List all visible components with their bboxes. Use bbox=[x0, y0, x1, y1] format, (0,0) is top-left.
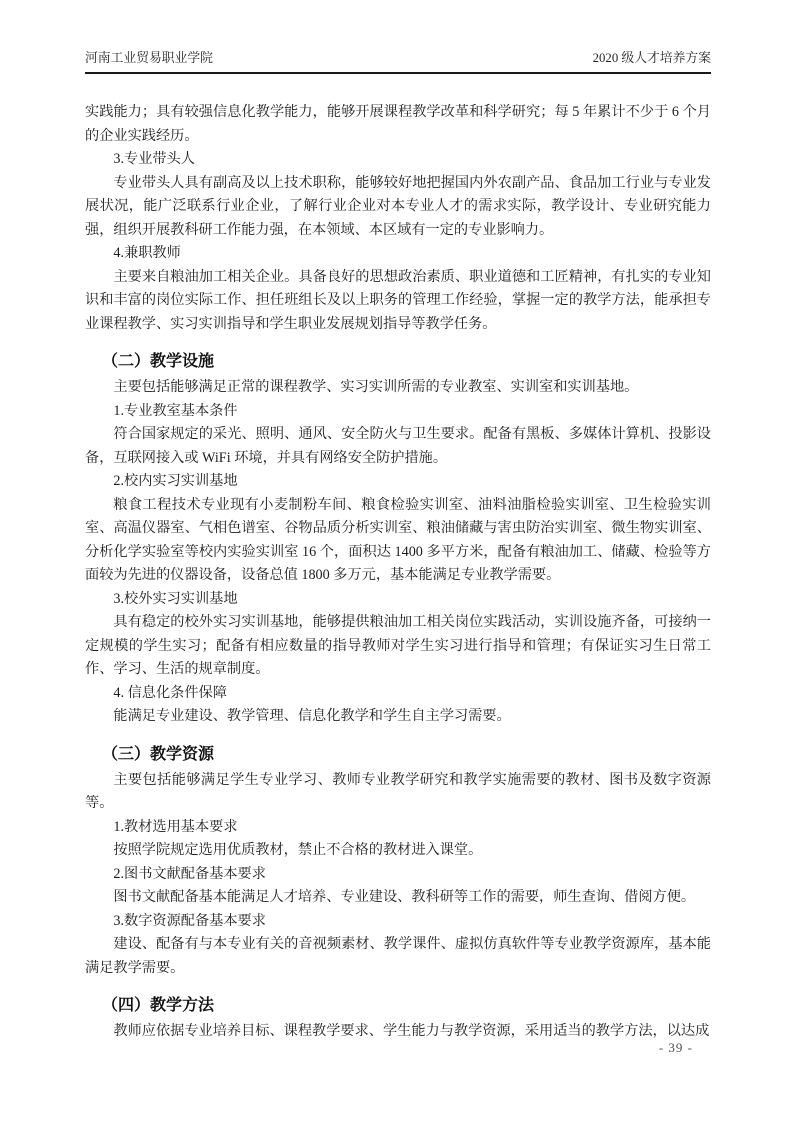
section-heading: （四）教学方法 bbox=[102, 997, 215, 1014]
body-paragraph: 主要包括能够满足学生专业学习、教师专业教学研究和教学实施需要的教材、图书及数字资源等。 bbox=[85, 771, 711, 811]
body-paragraph: 图书文献配备基本能满足人才培养、专业建设、教科研等工作的需要，师生查询、借阅方便。 bbox=[113, 889, 696, 905]
body-paragraph: 3.校外实习实训基地 bbox=[113, 590, 238, 607]
body-paragraph: 3.专业带头人 bbox=[113, 151, 195, 167]
body-paragraph: 1.教材选用基本要求 bbox=[113, 818, 238, 835]
body-paragraph: 4.兼职教师 bbox=[113, 245, 181, 261]
body-paragraph: 2.校内实习实训基地 bbox=[113, 473, 238, 489]
body-paragraph: 专业带头人具有副高及以上技术职称，能够较好地把握国内外农副产品、食品加工行业与专业发展状况，能广泛联系行业企业，了解行业企业对本专业人才的需求实际，教学设计、专业研究能力强，组织开展教科研工作能力强，在本领域、本区域有一定的专业影响力。 bbox=[85, 174, 711, 238]
body-paragraph: 教师应依据专业培养目标、课程教学要求、学生能力与教学资源，采用适当的教学方法，以达成 bbox=[113, 1023, 710, 1039]
body-paragraph: 具有稳定的校外实习实训基地，能够提供粮油加工相关岗位实践活动，实训设施齐备，可接纳一定规模的学生实习；配备有相应数量的指导教师对学生实习进行指导和管理；有保证实习生日常工作、学习、生活的规章制度。 bbox=[85, 614, 711, 677]
section-heading: （三）教学资源 bbox=[102, 745, 215, 763]
body-paragraph: 1.专业教室基本条件 bbox=[113, 402, 238, 419]
page-number: - 39 - bbox=[658, 1040, 693, 1055]
body-paragraph: 符合国家规定的采光、照明、通风、安全防火与卫生要求。配备有黑板、多媒体计算机、投影设备，互联网接入或 WiFi 环境，并具有网络安全防护措施。 bbox=[85, 426, 711, 466]
body-paragraph: 3.数字资源配备基本要求 bbox=[113, 912, 266, 929]
document-body bbox=[85, 101, 711, 1044]
section-heading: （二）教学设施 bbox=[102, 353, 215, 370]
body-paragraph: 粮食工程技术专业现有小麦制粉车间、粮食检验实训室、油料油脂检验实训室、卫生检验实训室、高温仪器室、气相色谱室、谷物品质分析实训室、粮油储藏与害虫防治实训室、微生物实训室、分析化学实验室等校内实验实训室 16 个，面积达 1400 多平方米，配备有粮油加工、储藏、检验等方面较为先进的仪器设备，设备总值 1800 多万元，基本能满足专业教学需要。 bbox=[85, 496, 711, 583]
body-paragraph: 主要包括能够满足正常的课程教学、实习实训所需的专业教室、实训室和实训基地。 bbox=[113, 379, 639, 395]
body-paragraph: 主要来自粮油加工相关企业。具备良好的思想政治素质、职业道德和工匠精神，有扎实的专业知识和丰富的岗位实际工作、担任班组长及以上职务的管理工作经验，掌握一定的教学方法，能承担专业课程教学、实习实训指导和学生职业发展规划指导等教学任务。 bbox=[85, 268, 711, 332]
body-paragraph: 能满足专业建设、教学管理、信息化教学和学生自主学习需要。 bbox=[113, 708, 511, 724]
header-doc-title: 2020 级人才培养方案 bbox=[592, 51, 711, 65]
header-school-name: 河南工业贸易职业学院 bbox=[85, 51, 213, 65]
body-paragraph: 建设、配备有与本专业有关的音视频素材、教学课件、虚拟仿真软件等专业教学资源库，基本能满足教学需要。 bbox=[85, 936, 711, 976]
body-paragraph: 4. 信息化条件保障 bbox=[113, 684, 227, 701]
body-paragraph: 按照学院规定选用优质教材，禁止不合格的教材进入课堂。 bbox=[113, 842, 483, 858]
body-paragraph: 实践能力；具有较强信息化教学能力，能够开展课程教学改革和科学研究；每 5 年累计不少于 6 个月的企业实践经历。 bbox=[85, 104, 711, 144]
page-header bbox=[85, 50, 711, 74]
body-paragraph: 2.图书文献配备基本要求 bbox=[113, 865, 266, 882]
